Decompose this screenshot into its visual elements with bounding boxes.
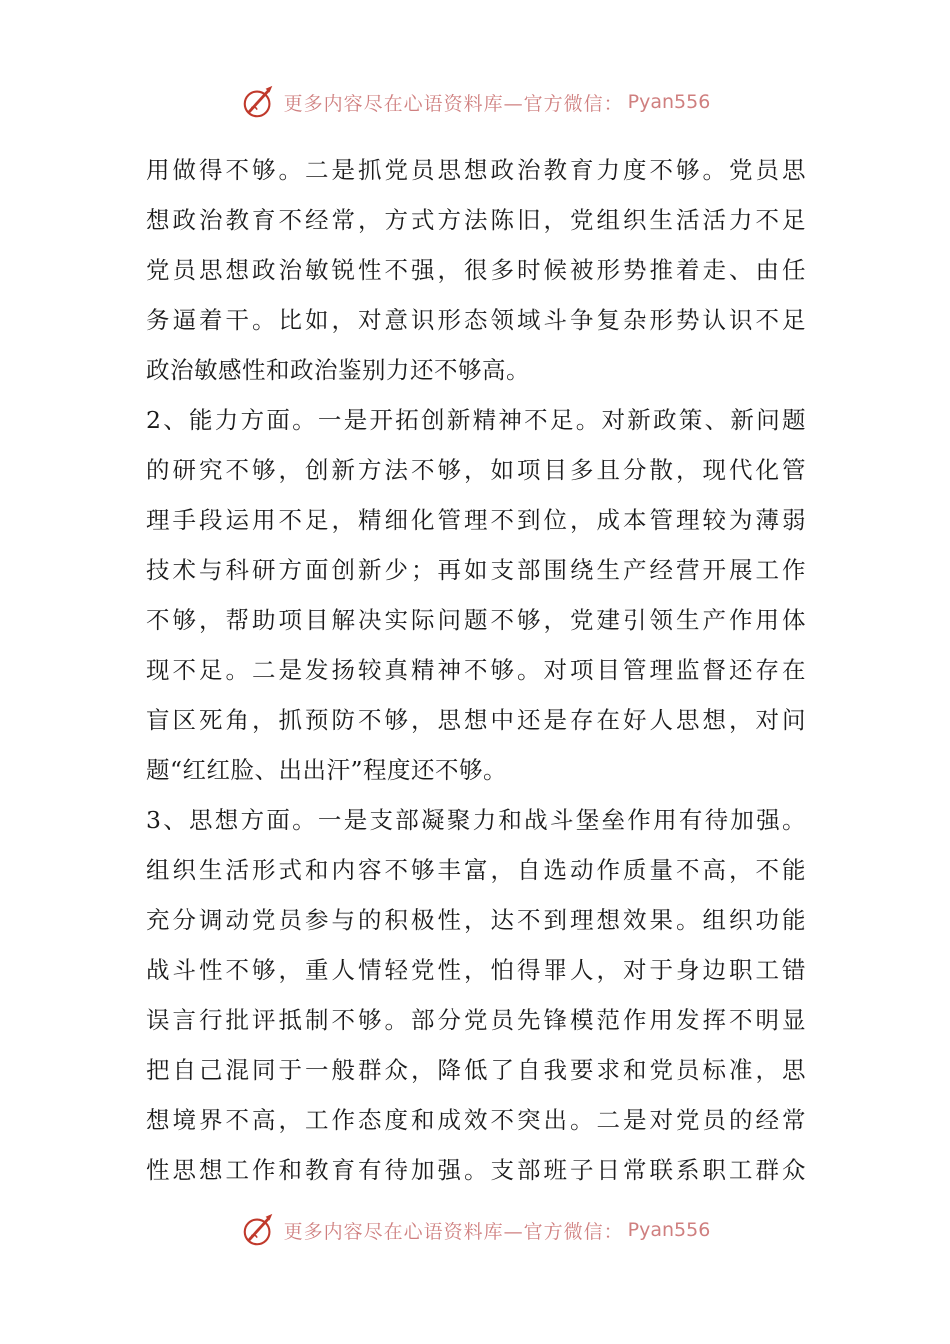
text-line: 想境界不高，工作态度和成效不突出。二是对党员的经常 xyxy=(146,1106,806,1134)
text-line: 性思想工作和教育有待加强。支部班子日常联系职工群众 xyxy=(146,1156,806,1184)
header-banner xyxy=(0,78,950,126)
text-line: 理手段运用不足，精细化管理不到位，成本管理较为薄弱 xyxy=(146,506,806,534)
text-line: 用做得不够。二是抓党员思想政治教育力度不够。党员思 xyxy=(146,156,806,184)
text-line: 技术与科研方面创新少；再如支部围绕生产经营开展工作 xyxy=(146,556,806,584)
text-line: 把自己混同于一般群众，降低了自我要求和党员标准，思 xyxy=(146,1056,806,1084)
text-line: 务逼着干。比如，对意识形态领域斗争复杂形势认识不足 xyxy=(146,306,806,334)
pen-logo-icon xyxy=(240,83,278,121)
text-line: 3、思想方面。一是支部凝聚力和战斗堡垒作用有待加强。 xyxy=(146,806,806,834)
text-line: 题“红红脸、出出汗”程度还不够。 xyxy=(146,756,508,784)
footer-brand-text: 更多内容尽在心语资料库—官方微信： xyxy=(283,1220,624,1243)
text-line: 误言行批评抵制不够。部分党员先锋模范作用发挥不明显 xyxy=(146,1006,806,1034)
text-line: 充分调动党员参与的积极性，达不到理想效果。组织功能 xyxy=(146,906,806,934)
text-line: 的研究不够，创新方法不够，如项目多且分散，现代化管 xyxy=(146,456,806,484)
header-brand-text: 更多内容尽在心语资料库—官方微信： xyxy=(283,92,624,115)
text-line: 盲区死角，抓预防不够，思想中还是存在好人思想，对问 xyxy=(146,706,806,734)
text-line: 战斗性不够，重人情轻党性，怕得罪人，对于身边职工错 xyxy=(146,956,806,984)
text-line: 2、能力方面。一是开拓创新精神不足。对新政策、新问题 xyxy=(146,406,806,434)
text-line: 党员思想政治敏锐性不强，很多时候被形势推着走、由任 xyxy=(146,256,806,284)
text-line: 想政治教育不经常，方式方法陈旧，党组织生活活力不足 xyxy=(146,206,806,234)
pen-logo-icon xyxy=(240,1211,278,1249)
text-line: 不够，帮助项目解决实际问题不够，党建引领生产作用体 xyxy=(146,606,806,634)
footer-banner xyxy=(0,1206,950,1254)
document-body xyxy=(146,145,806,1195)
footer-contact-text: Pyan556 xyxy=(627,1219,711,1241)
text-line: 政治敏感性和政治鉴别力还不够高。 xyxy=(146,356,530,384)
header-contact-text: Pyan556 xyxy=(627,91,711,113)
text-line: 现不足。二是发扬较真精神不够。对项目管理监督还存在 xyxy=(146,656,806,684)
text-line: 组织生活形式和内容不够丰富，自选动作质量不高，不能 xyxy=(146,856,806,884)
